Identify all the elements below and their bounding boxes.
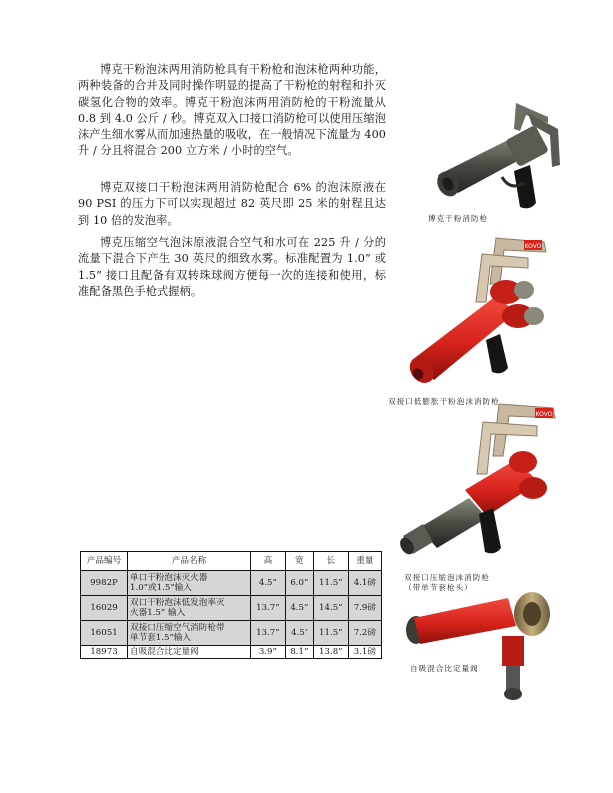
product-name: 自吸混合比定量阀 (128, 646, 251, 659)
product-spec-table (80, 551, 382, 659)
kovo-badge: KOVO (535, 411, 553, 418)
name-line: 火器1.5” 输入 (130, 608, 186, 618)
height-cell: 13.7” (251, 621, 286, 646)
weight-cell: 7.2磅 (348, 621, 381, 646)
column-header: 长 (313, 552, 348, 571)
dual-inlet-foam-nozzle-image (378, 232, 556, 392)
column-header: 产品名称 (128, 552, 251, 571)
dual-inlet-paragraph: 博克双接口干粉泡沫两用消防枪配合 6% 的泡沫原液在 90 PSI 的压力下可以实现超过 82 英尺即 25 米的射程且达到 10 倍的发泡率。 (78, 181, 386, 227)
dry-chemical-nozzle-image (398, 95, 573, 225)
table-row (81, 571, 382, 596)
caf-paragraph: 博克压缩空气泡沫原液混合空气和水可在 225 升 / 分的流量下混合下产生 30 英尺的细致水雾。标准配置为 1.0” 或 1.5” 接口且配备有双转珠球阀方便每一次的连接和使用，标准配备黑色手枪式握柄。 (78, 236, 386, 298)
column-header: 宽 (285, 552, 313, 571)
table-row (81, 646, 382, 659)
length-cell: 11.5” (313, 571, 348, 596)
width-cell: 8.1” (285, 646, 313, 659)
kovo-badge: KOVO (524, 243, 542, 250)
width-cell: 4.5’ (285, 621, 313, 646)
table-header-row (81, 552, 382, 571)
column-header: 高 (251, 552, 286, 571)
caption-line: （带单节套枪头） (404, 583, 473, 592)
weight-cell: 7.9磅 (348, 596, 381, 621)
width-cell: 4.5” (285, 596, 313, 621)
product-name (128, 571, 251, 596)
product-code: 18973 (81, 646, 128, 659)
figure-caption: 博克干粉消防枪 (428, 214, 489, 223)
product-name (128, 621, 251, 646)
product-code: 16051 (81, 621, 128, 646)
length-cell: 11.5” (313, 621, 348, 646)
column-header: 产品编号 (81, 552, 128, 571)
name-line: 1.0”或1.5”输入 (130, 583, 192, 593)
name-line: 单口干粉泡沫灭火器 (130, 573, 208, 583)
inline-eductor-image (398, 590, 568, 715)
table-row (81, 596, 382, 621)
product-code: 9982P (81, 571, 128, 596)
height-cell: 13.7” (251, 596, 286, 621)
height-cell: 3.9” (251, 646, 286, 659)
name-line: 双口干粉泡沫低发泡率灭 (130, 598, 225, 608)
caption-line: 双接口压缩泡沫消防枪 (404, 573, 490, 582)
figure-caption: 自吸混合比定量阀 (410, 664, 479, 673)
product-code: 16029 (81, 596, 128, 621)
length-cell: 13.8” (313, 646, 348, 659)
name-line: 单节套1.5”输入 (130, 633, 192, 643)
weight-cell: 4.1磅 (348, 571, 381, 596)
length-cell: 14.5” (313, 596, 348, 621)
column-header: 重量 (348, 552, 381, 571)
width-cell: 6.0” (285, 571, 313, 596)
figure-caption: 双接口低膨胀干粉泡沫消防枪 (388, 397, 500, 406)
product-name (128, 596, 251, 621)
name-line: 双接口压缩空气消防枪带 (130, 623, 225, 633)
table-row (81, 621, 382, 646)
compressed-foam-nozzle-image (383, 398, 563, 568)
weight-cell: 3.1磅 (348, 646, 381, 659)
height-cell: 4.5” (251, 571, 286, 596)
intro-paragraph: 博克干粉泡沫两用消防枪具有干粉枪和泡沫枪两种功能，两种装备的合并及同时操作明显的提高了干粉枪的射程和扑灭碳氢化合物的效率。博克干粉泡沫两用消防枪的干粉流量从 0.8 到 4.0 公斤 / 秒。博克双入口接口消防枪可以使用压缩泡沫产生细水雾从而加速热量的吸收，在一般情况下流量为 400 升 / 分且将混合 200 立方米 / 小时的空气。 (78, 63, 386, 158)
